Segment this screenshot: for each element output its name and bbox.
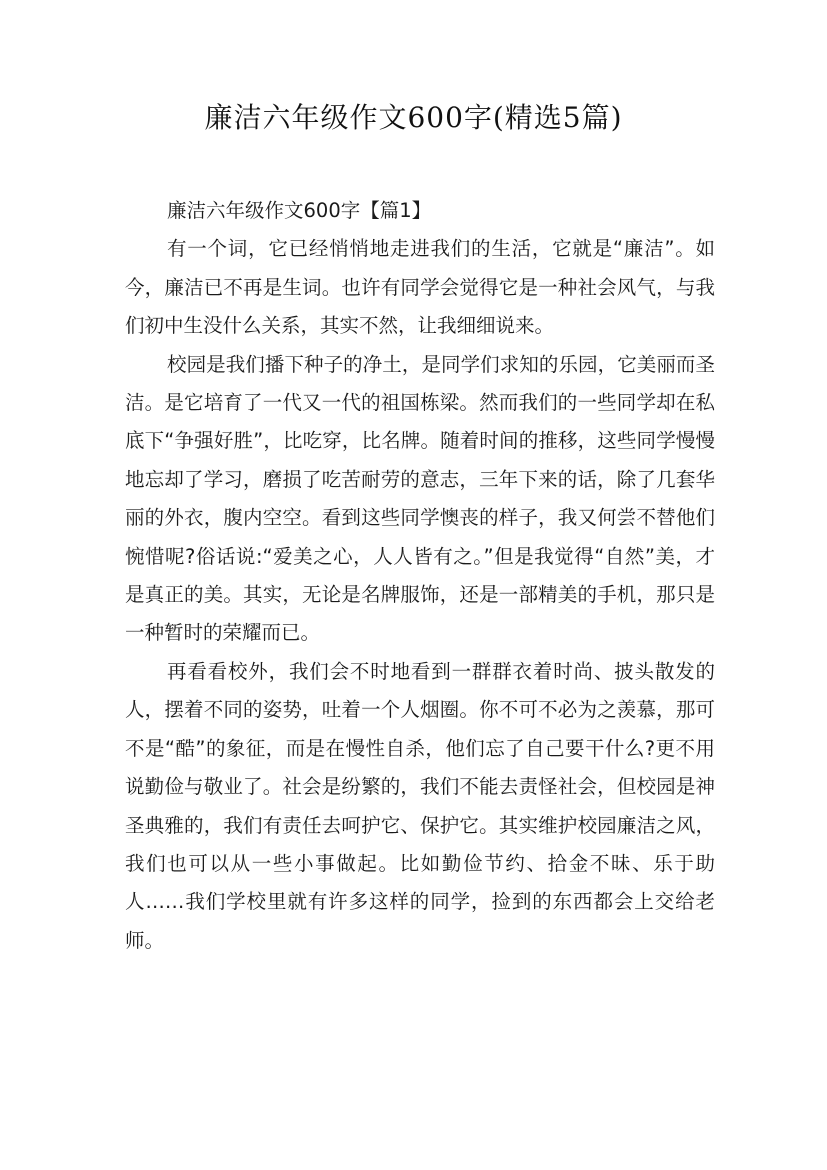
document-body [125, 192, 715, 960]
document-title: 廉洁六年级作文600字(精选5篇) [204, 101, 623, 134]
paragraph-3: 再看看校外，我们会不时地看到一群群衣着时尚、披头散发的人，摆着不同的姿势，吐着一个人烟圈。你不可不必为之羡慕，那可不是“酷”的象征，而是在慢性自杀，他们忘了自己要干什么?更不用说勤俭与敬业了。社会是纷繁的，我们不能去责怪社会，但校园是神圣典雅的，我们有责任去呵护它、保护它。其实维护校园廉洁之风，我们也可以从一些小事做起。比如勤俭节约、拾金不昧、乐于助人……我们学校里就有许多这样的同学，捡到的东西都会上交给老师。 [125, 659, 715, 952]
paragraph-2: 校园是我们播下种子的净土，是同学们求知的乐园，它美丽而圣洁。是它培育了一代又一代的祖国栋梁。然而我们的一些同学却在私底下“争强好胜”，比吃穿，比名牌。随着时间的推移，这些同学慢慢地忘却了学习，磨损了吃苦耐劳的意志，三年下来的话，除了几套华丽的外衣，腹内空空。看到这些同学懊丧的样子，我又何尝不替他们惋惜呢?俗话说:“爱美之心，人人皆有之。”但是我觉得“自然”美，才是真正的美。其实，无论是名牌服饰，还是一部精美的手机，那只是一种暂时的荣耀而已。 [125, 352, 715, 645]
paragraph-1: 有一个词，它已经悄悄地走进我们的生活，它就是“廉洁”。如今，廉洁已不再是生词。也许有同学会觉得它是一种社会风气，与我们初中生没什么关系，其实不然，让我细细说来。 [125, 237, 715, 338]
section-heading: 廉洁六年级作文600字【篇1】 [167, 199, 432, 222]
